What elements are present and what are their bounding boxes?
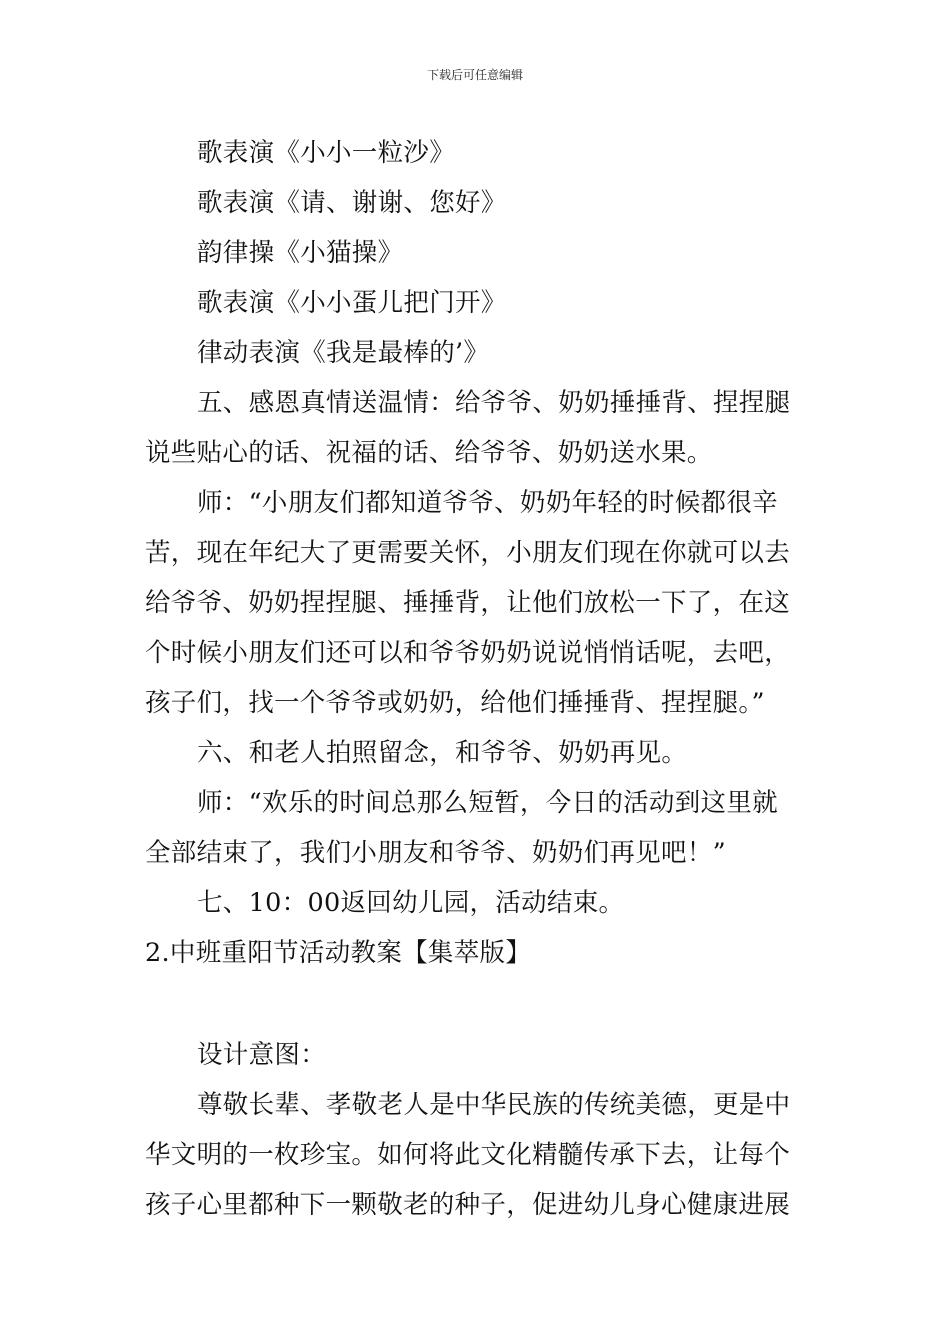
paragraph-line: 孩子们，找一个爷爷或奶奶，给他们捶捶背、捏捏腿。”: [145, 688, 765, 718]
paragraph-line: 给爷爷、奶奶捏捏腿、捶捶背，让他们放松一下了，在这: [145, 588, 791, 618]
paragraph-line: 苦，现在年纪大了更需要关怀，小朋友们现在你就可以去: [145, 538, 791, 568]
spacer: [145, 978, 810, 1030]
paragraph-line: 尊敬长辈、孝敬老人是中华民族的传统美德，更是中: [197, 1090, 791, 1120]
program-item: 歌表演《小小蛋儿把门开》: [197, 288, 507, 318]
section-heading: 2.中班重阳节活动教案【集萃版】: [145, 938, 532, 968]
paragraph-line: 孩子心里都种下一颗敬老的种子，促进幼儿身心健康进展: [145, 1190, 791, 1220]
paragraph-line: 七、10：00返回幼儿园，活动结束。: [197, 888, 625, 918]
paragraph-line: 全部结束了，我们小朋友和爷爷、奶奶们再见吧！”: [145, 838, 726, 868]
program-item: 韵律操《小猫操》: [197, 238, 404, 268]
program-item: 歌表演《请、谢谢、您好》: [197, 188, 507, 218]
paragraph-line: 说些贴心的话、祝福的话、给爷爷、奶奶送水果。: [145, 438, 713, 468]
paragraph-line: 个时候小朋友们还可以和爷爷奶奶说说悄悄话呢，去吧，: [145, 638, 791, 668]
paragraph-line: 六、和老人拍照留念，和爷爷、奶奶再见。: [197, 738, 688, 768]
paragraph-line: 华文明的一枚珍宝。如何将此文化精髓传承下去，让每个: [145, 1140, 791, 1170]
program-item: 歌表演《小小一粒沙》: [197, 138, 456, 168]
page-header: 下载后可任意编辑: [426, 68, 523, 82]
paragraph-line: 五、感恩真情送温情：给爷爷、奶奶捶捶背、捏捏腿: [197, 388, 791, 418]
paragraph-line: 师：“小朋友们都知道爷爷、奶奶年轻的时候都很辛: [197, 488, 778, 518]
subheading: 设计意图：: [197, 1040, 327, 1070]
document-body: [145, 128, 810, 1230]
program-item: 律动表演《我是最棒的’》: [197, 338, 490, 368]
paragraph-line: 师：“欢乐的时间总那么短暂，今日的活动到这里就: [197, 788, 778, 818]
